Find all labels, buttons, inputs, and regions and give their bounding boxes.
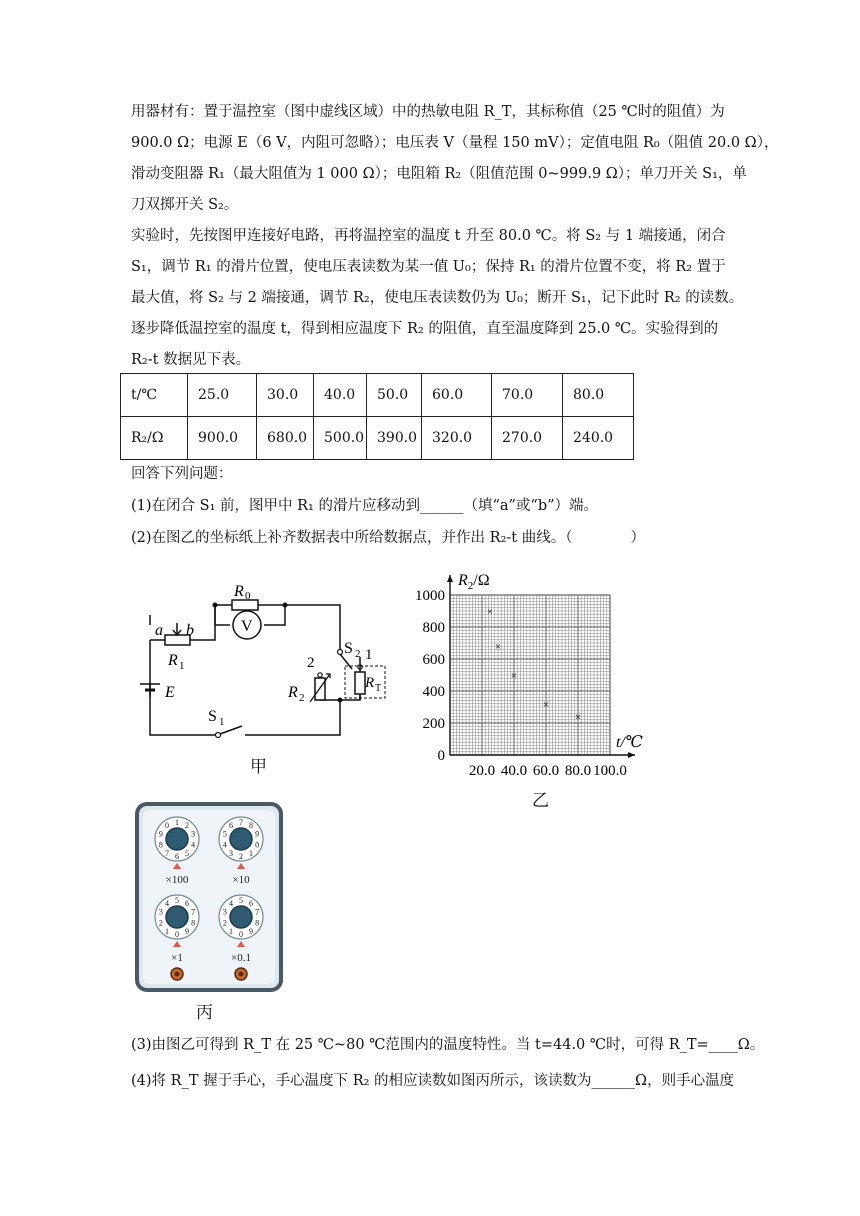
table-cell: 60.0 [422,374,492,417]
dial-digit: 6 [175,852,179,861]
dial-digit: 1 [175,818,179,827]
intro-line: 900.0 Ω；电源 E（6 V，内阻可忽略）；电压表 V（量程 150 mV）；定值电阻 R₀（阻值 20.0 Ω）， [131,135,779,151]
label-terminal-1: 1 [365,647,373,663]
y-tick-label: 400 [422,684,445,700]
dial-digit: 1 [165,926,170,936]
dial-digit: 0 [175,930,179,939]
chart-grid [447,575,635,758]
table-cell: 320.0 [422,417,492,460]
experiment-line: S₁，调节 R₁ 的滑片位置，使电压表读数为某一值 U₀；保持 R₁ 的滑片位置不变，将 R₂ 置于 [131,259,726,275]
label-r2-sub: 2 [299,692,305,704]
thermistor-rt [355,672,365,694]
dial-digit: 3 [158,907,163,917]
dial-digit: 4 [165,899,170,909]
dial-digit: 5 [175,896,179,905]
data-point: × [486,606,494,618]
caption-yi: 乙 [532,791,549,811]
intro-line: 用器材有：置于温控室（图中虚线区域）中的热敏电阻 R_T，其标称值（25 ℃时的阻值）为 [131,104,725,120]
caption-jia: 甲 [250,757,267,777]
table-cell: 70.0 [492,374,563,417]
dial-digit: 7 [255,907,260,917]
question-3: (3)由图乙可得到 R_T 在 25 ℃~80 ℃范围内的温度特性。当 t=44.0 ℃时，可得 R_T=____Ω。 [131,1037,765,1053]
table-cell: 900.0 [188,417,257,460]
table-cell: 30.0 [257,374,314,417]
question-2: (2)在图乙的坐标纸上补齐数据表中所给数据点，并作出 R₂-t 曲线。（ ） [131,530,645,546]
label-rt: R [365,675,375,691]
dial-digit: 7 [165,848,170,858]
chart-xlabel: t/℃ [616,734,643,751]
x-tick-label: 100.0 [593,763,627,779]
label-e: E [165,684,175,701]
table-row-temperature [121,374,634,417]
data-point: × [510,670,518,682]
x-tick-label: 20.0 [468,763,496,779]
dial-knob[interactable] [219,817,263,861]
voltmeter-label: V [241,618,253,635]
questions-prompt: 回答下列问题： [131,466,233,482]
label-rt-sub: T [375,683,382,694]
table-cell: 680.0 [257,417,314,460]
table-cell: 500.0 [314,417,367,460]
dial-digit: 9 [255,829,260,839]
experiment-paragraph [131,221,744,376]
table-cell: 40.0 [314,374,367,417]
intro-line: 滑动变阻器 R₁（最大阻值为 1 000 Ω）；电阻箱 R₂（阻值范围 0~999.9 Ω）；单刀开关 S₁，单 [131,166,747,182]
dial-digit: 5 [239,896,243,905]
dial-digit: 3 [222,907,227,917]
label-r0-sub: 0 [245,590,251,602]
dial-digit: 4 [191,840,196,850]
dial-digit: 6 [248,899,253,909]
dial-digit: 4 [222,840,227,850]
dial-digit: 1 [248,848,253,858]
dial-digit: 1 [229,926,234,936]
dial-digit: 5 [184,848,189,858]
x-tick-label: 40.0 [500,763,528,779]
experiment-line: 最大值，将 S₂ 与 2 端接通，调节 R₂，使电压表读数仍为 U₀；断开 S₁，记下此时 R₂ 的读数。 [131,290,744,306]
experiment-line: 实验时，先按图甲连接好电路，再将温控室的温度 t 升至 80.0 ℃。将 S₂ 与 1 端接通，闭合 [131,228,726,244]
dial-digit: 3 [191,829,196,839]
y-tick-label: 1000 [415,588,445,604]
dial-multiplier: ×10 [232,874,250,886]
label-r1-sub: 1 [179,660,185,672]
y-tick-label: 600 [422,652,445,668]
x-tick-label: 60.0 [532,763,560,779]
dial-digit: 2 [184,821,189,831]
circuit-diagram [130,585,400,750]
table-cell: 50.0 [367,374,422,417]
table-cell: 25.0 [188,374,257,417]
label-a: a [155,622,163,639]
experiment-line: R₂-t 数据见下表。 [131,352,251,368]
caption-bing: 丙 [196,1003,213,1023]
data-point: × [494,641,502,654]
dial-digit: 4 [229,899,234,909]
dial-digit: 8 [248,821,253,831]
dial-digit: 7 [191,907,196,917]
dial-multiplier: ×0.1 [231,952,251,964]
data-point: × [574,711,582,724]
dial-multiplier: ×1 [171,952,183,964]
question-1: (1)在闭合 S₁ 前，图甲中 R₁ 的滑片应移动到______（填“a”或“b”）端。 [131,498,599,514]
table-header-t: t/℃ [121,374,188,417]
table-header-r2: R₂/Ω [121,417,188,460]
dial-digit: 6 [229,821,234,831]
label-b: b [186,622,194,639]
question-4: (4)将 R_T 握于手心，手心温度下 R₂ 的相应读数如图丙所示，该读数为______Ω，则手心温度 [131,1073,735,1089]
origin-label: 0 [437,748,445,764]
label-r0: R [234,585,244,600]
data-table [120,373,634,460]
label-s2: S [344,640,353,657]
label-s1: S [208,708,217,725]
experiment-line: 逐步降低温控室的温度 t，得到相应温度下 R₂ 的阻值，直至温度降到 25.0 ℃。实验得到的 [131,321,719,337]
dial-digit: 7 [239,818,243,827]
dial-digit: 8 [191,918,196,928]
table-cell: 240.0 [563,417,634,460]
dial-digit: 0 [165,821,170,831]
table-row-resistance [121,417,634,460]
r2-t-chart [400,560,675,790]
dial-digit: 9 [158,829,163,839]
chart-ylabel: $R_2/\Omega$ [458,572,490,592]
x-tick-label: 80.0 [564,763,592,779]
dial-digit: 8 [158,840,163,850]
dial-digit: 6 [184,899,189,909]
y-tick-label: 800 [422,620,445,636]
dial-digit: 8 [255,918,260,928]
dial-digit: 2 [222,918,227,928]
intro-paragraph [131,97,779,221]
intro-line: 刀双掷开关 S₂。 [131,197,239,213]
table-cell: 80.0 [563,374,634,417]
y-tick-label: 200 [422,716,445,732]
dial-knob[interactable] [219,895,263,939]
dial-knob[interactable] [155,817,199,861]
dial-knob[interactable] [155,895,199,939]
dial-digit: 9 [184,926,189,936]
dial-digit: 2 [158,918,163,928]
label-s2-sub: 2 [355,648,361,660]
dial-digit: 3 [229,848,234,858]
data-point: × [542,698,550,711]
resistance-box [135,802,283,992]
table-cell: 270.0 [492,417,563,460]
dial-multiplier: ×100 [165,874,189,886]
dial-digit: 2 [239,852,243,861]
dial-digit: 0 [255,840,260,850]
label-s1-sub: 1 [219,716,225,728]
label-r2: R [288,684,298,701]
label-terminal-2: 2 [307,655,315,671]
dial-digit: 9 [248,926,253,936]
label-r1: R [168,652,178,669]
dial-digit: 0 [239,930,243,939]
table-cell: 390.0 [367,417,422,460]
dial-digit: 5 [222,829,227,839]
